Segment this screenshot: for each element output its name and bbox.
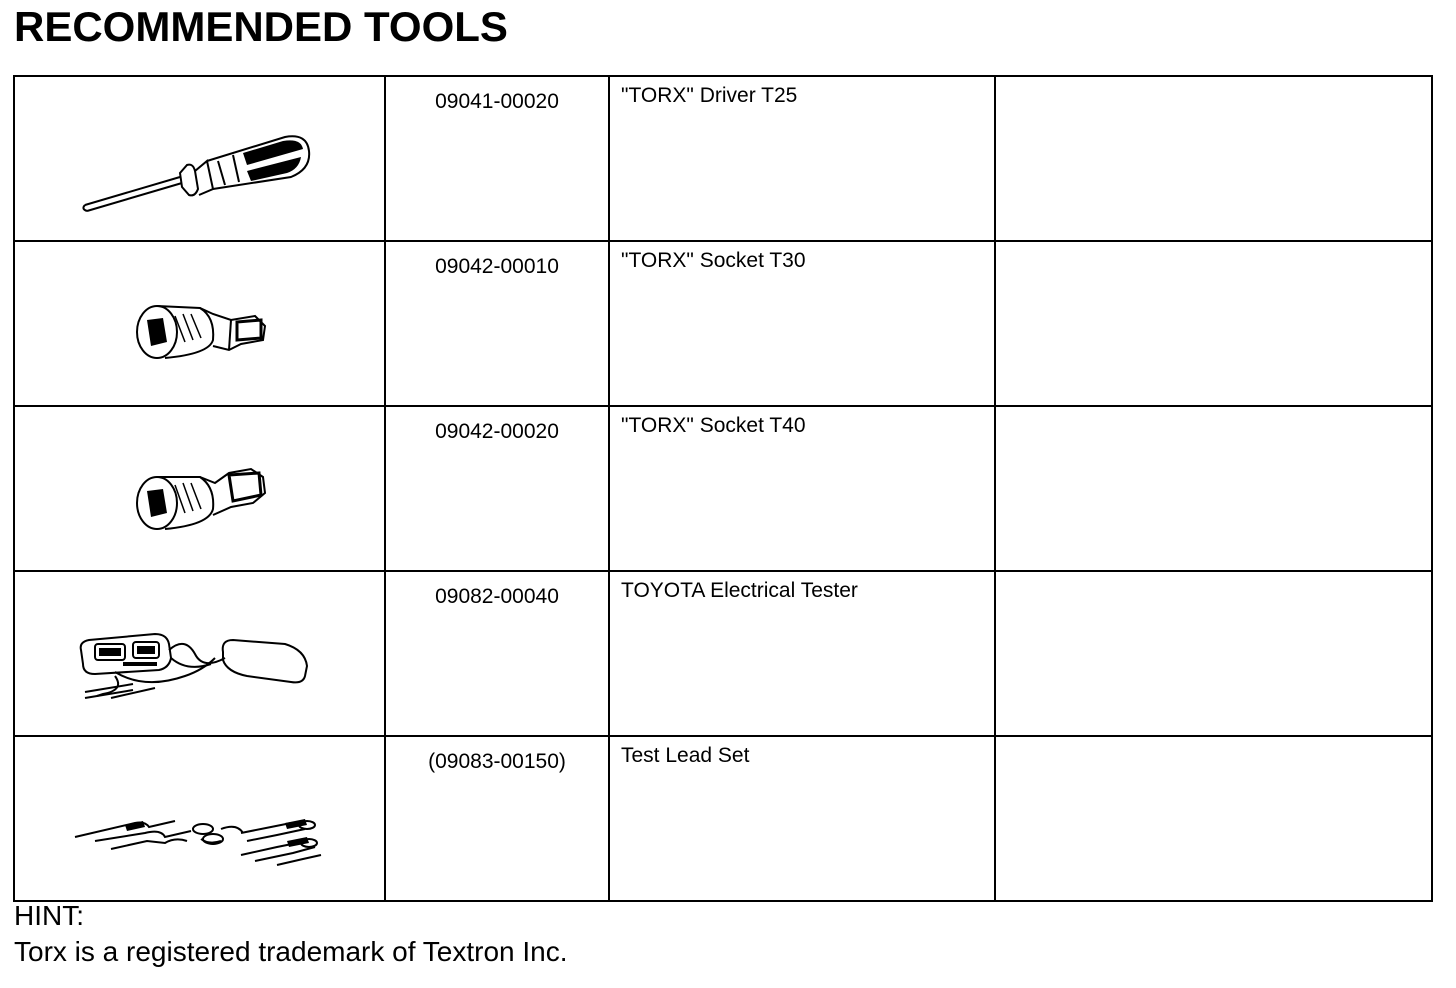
part-number: 09082-00040 <box>435 585 559 608</box>
table-row <box>14 571 1432 736</box>
description-cell <box>609 736 995 901</box>
hint-label: HINT: <box>14 900 84 931</box>
table-row <box>14 736 1432 901</box>
notes-cell <box>995 241 1432 406</box>
part-number-cell <box>385 241 609 406</box>
description-cell <box>609 571 995 736</box>
tool-description: TOYOTA Electrical Tester <box>621 579 858 602</box>
description-cell <box>609 241 995 406</box>
tool-description: "TORX" Socket T30 <box>621 249 806 272</box>
torx-socket-illustration <box>15 407 383 564</box>
notes-cell <box>995 76 1432 241</box>
description-cell <box>609 76 995 241</box>
part-number: 09042-00010 <box>435 255 559 278</box>
tool-illustration-cell <box>14 571 385 736</box>
test-lead-set-illustration <box>15 737 383 894</box>
tool-illustration-cell <box>14 76 385 241</box>
tool-illustration-cell <box>14 241 385 406</box>
tool-description: Test Lead Set <box>621 744 750 767</box>
part-number: (09083-00150) <box>428 750 566 773</box>
electrical-tester-illustration <box>15 572 383 729</box>
notes-cell <box>995 406 1432 571</box>
recommended-tools-table <box>13 75 1433 902</box>
part-number-cell <box>385 406 609 571</box>
page-title: RECOMMENDED TOOLS <box>14 3 508 50</box>
part-number-cell <box>385 76 609 241</box>
torx-socket-illustration <box>15 242 383 399</box>
notes-cell <box>995 736 1432 901</box>
part-number: 09042-00020 <box>435 420 559 443</box>
hint-note <box>14 898 568 970</box>
tool-description: "TORX" Socket T40 <box>621 414 806 437</box>
tool-illustration-cell <box>14 406 385 571</box>
part-number: 09041-00020 <box>435 90 559 113</box>
part-number-cell <box>385 571 609 736</box>
description-cell <box>609 406 995 571</box>
tool-description: "TORX" Driver T25 <box>621 84 798 107</box>
tool-illustration-cell <box>14 736 385 901</box>
torx-driver-illustration <box>15 77 383 234</box>
table-row <box>14 406 1432 571</box>
table-row <box>14 241 1432 406</box>
part-number-cell <box>385 736 609 901</box>
notes-cell <box>995 571 1432 736</box>
hint-text: Torx is a registered trademark of Textron Inc. <box>14 936 568 967</box>
table-row <box>14 76 1432 241</box>
